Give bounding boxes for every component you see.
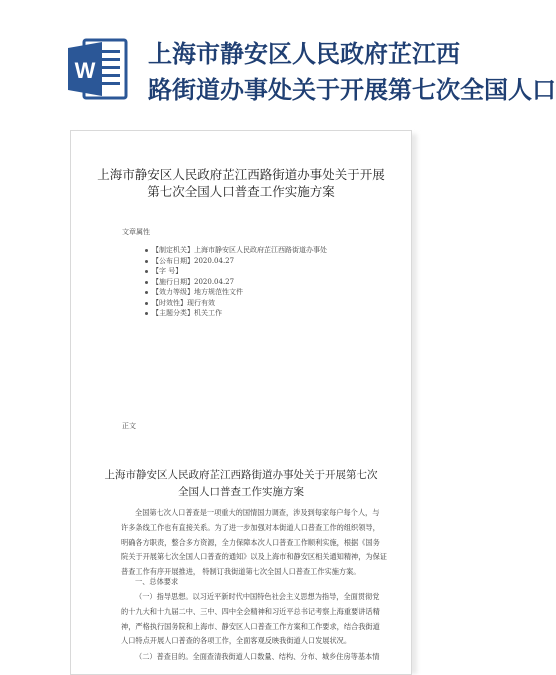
paragraph-line: 人口特点开展人口普查的各项工作，全面客观反映我街道人口发展状况。: [121, 636, 352, 646]
paragraph-line: （一）指导思想。以习近平新时代中国特色社会主义思想为指导，全面贯彻党: [135, 592, 380, 601]
attribute-item: [145, 308, 327, 319]
attribute-text: 【时效性】现行有效: [152, 298, 215, 307]
attribute-text: 【制定机关】上海市静安区人民政府芷江西路街道办事处: [152, 246, 327, 254]
body-title: [101, 467, 381, 501]
paragraph-line: （二）普查目的。全面查清我街道人口数量、结构、分布、城乡住房等基本情: [135, 652, 380, 661]
attribute-text: 【施行日期】2020.04.27: [152, 277, 235, 286]
document-title: [87, 166, 395, 200]
bullet-icon: [145, 270, 148, 273]
bullet-icon: [145, 249, 148, 252]
banner-title: [148, 36, 556, 108]
attribute-item: [145, 266, 327, 277]
paragraph-line: 许多条线工作也有直接关系。为了进一步加强对本街道人口普查工作的组织领导，: [121, 522, 380, 532]
svg-text:W: W: [74, 58, 96, 83]
attribute-item: [145, 277, 327, 288]
banner-title-line-2: 路街道办事处关于开展第七次全国人口: [148, 76, 556, 104]
bullet-icon: [145, 302, 148, 305]
body-heading: 正文: [122, 422, 136, 430]
attribute-text: 【效力等级】地方规范性文件: [152, 288, 243, 296]
attributes-list: [145, 245, 327, 319]
document-title-line-1: 上海市静安区人民政府芷江西路街道办事处关于开展: [97, 167, 385, 182]
word-document-icon: [66, 36, 130, 102]
bullet-icon: [145, 260, 148, 263]
banner-header: [0, 0, 556, 135]
body-title-line-1: 上海市静安区人民政府芷江西路街道办事处关于开展第七次: [104, 469, 378, 481]
paragraph-line: 普查工作有序开展推进， 特制订我街道第七次全国人口普查工作实施方案。: [121, 567, 361, 577]
paragraph-purpose: [121, 650, 380, 665]
attribute-item: [145, 245, 327, 256]
body-title-line-2: 全国人口普查工作实施方案: [178, 486, 304, 498]
paragraph-line: 的十九大和十九届二中、三中、四中全会精神和习近平总书记考察上海重要讲话精: [121, 606, 380, 616]
paragraph-line: 神，严格执行国务院和上海市、静安区人口普查工作方案和工作要求，结合我街道: [121, 621, 380, 631]
paragraph-guiding-ideology: [121, 590, 380, 649]
paragraph-line: 院关于开展第七次全国人口普查的通知》以及上海市和静安区相关通知精神，为保证: [121, 552, 387, 562]
section-heading: [121, 575, 371, 590]
bullet-icon: [145, 281, 148, 284]
section-heading-text: 一、总体要求: [135, 577, 179, 586]
bullet-icon: [145, 291, 148, 294]
banner-title-line-1: 上海市静安区人民政府芷江西: [148, 40, 460, 68]
paragraph-line: 明确各方职责，整合多方资源，全力保障本次人口普查工作顺利实施，根据《国务: [121, 537, 380, 547]
document-page: [70, 130, 412, 675]
attributes-heading: 文章属性: [122, 228, 150, 236]
paragraph-intro: [121, 506, 387, 580]
attribute-item: [145, 298, 327, 309]
attribute-text: 【公布日期】2020.04.27: [152, 256, 235, 265]
attribute-item: [145, 256, 327, 267]
bullet-icon: [145, 312, 148, 315]
paragraph-line: 全国第七次人口普查是一项重大的国情国力调查，涉及到每家每户每个人，与: [135, 508, 380, 517]
document-title-line-2: 第七次全国人口普查工作实施方案: [147, 184, 335, 199]
attribute-text: 【主题分类】机关工作: [152, 309, 222, 317]
attribute-item: [145, 287, 327, 298]
attribute-text: 【字 号】: [152, 267, 183, 275]
